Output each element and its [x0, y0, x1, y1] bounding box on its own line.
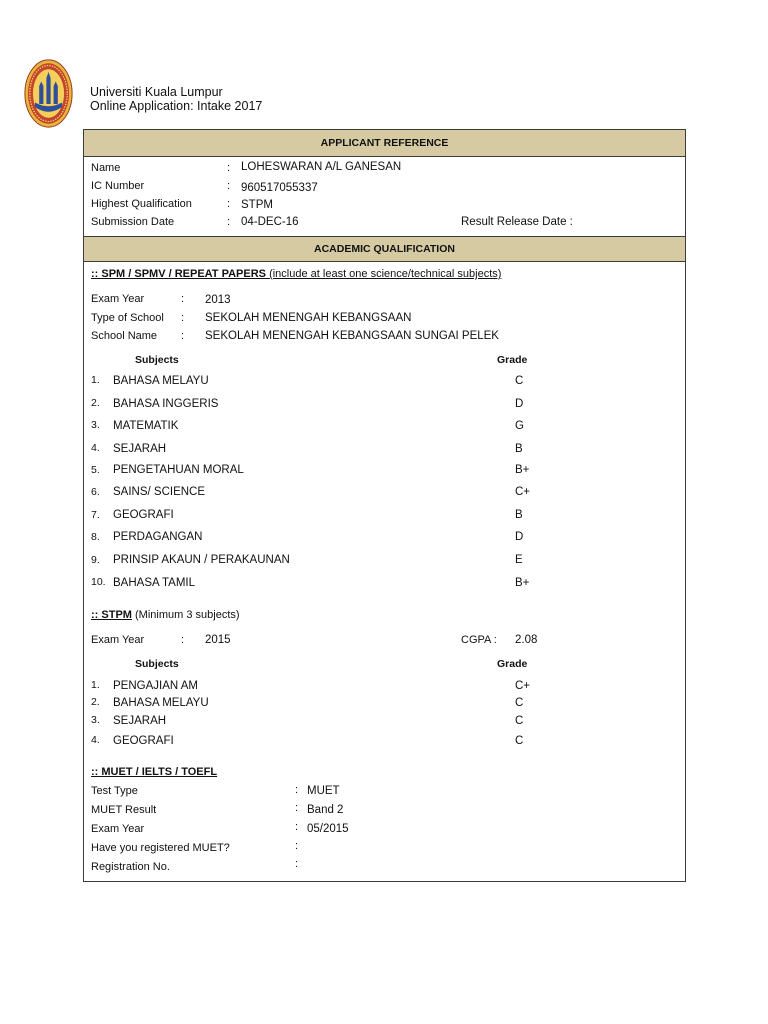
subject-number: 2. [91, 397, 100, 409]
stpm-heading-note: (Minimum 3 subjects) [135, 609, 240, 621]
application-summary-form [83, 129, 686, 882]
registration-no-row [84, 860, 685, 874]
spm-heading-note: (include at least one science/technical subjects) [269, 268, 502, 280]
university-seal-icon [24, 59, 73, 128]
subject-name: PENGETAHUAN MORAL [113, 464, 244, 476]
subject-name: PRINSIP AKAUN / PERAKAUNAN [113, 554, 290, 566]
applicant-reference-header [84, 130, 685, 157]
field-separator: : [295, 840, 299, 852]
subject-grade: B+ [515, 577, 530, 589]
ic-number-row [84, 179, 685, 193]
spm-subject-row [84, 463, 685, 477]
subject-number: 3. [91, 419, 100, 431]
subjects-column-header: Subjects [135, 658, 179, 670]
field-separator: : [181, 312, 185, 324]
name-label: Name [91, 162, 121, 174]
stpm-exam-year-row [84, 633, 685, 647]
test-type-row [84, 784, 685, 798]
stpm-subject-row [84, 696, 685, 710]
subject-grade: C [515, 375, 524, 387]
spm-exam-year-label: Exam Year [91, 293, 145, 305]
spm-subject-row [84, 553, 685, 567]
school-name-row [84, 329, 685, 343]
submission-date-label: Submission Date [91, 216, 175, 228]
subject-grade: C [515, 735, 524, 747]
subject-grade: D [515, 531, 524, 543]
muet-result-value: Band 2 [307, 804, 344, 816]
subject-name: MATEMATIK [113, 420, 179, 432]
field-separator: : [295, 858, 299, 870]
highest-qualification-row [84, 197, 685, 211]
submission-date-value: 04-DEC-16 [241, 216, 299, 228]
field-separator: : [181, 634, 185, 646]
subject-grade: C [515, 697, 524, 709]
spm-heading-title: :: SPM / SPMV / REPEAT PAPERS [91, 268, 267, 280]
subject-name: BAHASA TAMIL [113, 577, 196, 589]
subject-number: 4. [91, 442, 100, 454]
name-row [84, 161, 685, 175]
subject-grade: B [515, 443, 523, 455]
subject-grade: C+ [515, 680, 531, 692]
spm-column-headers [84, 353, 685, 367]
spm-subject-row [84, 576, 685, 590]
highest-qualification-label: Highest Qualification [91, 198, 192, 210]
grade-column-header: Grade [497, 354, 528, 366]
ic-number-label: IC Number [91, 180, 145, 192]
field-separator: : [227, 198, 231, 210]
applicant-reference-title: APPLICANT REFERENCE [320, 137, 449, 149]
subject-number: 1. [91, 374, 100, 386]
university-logo [24, 59, 73, 128]
school-type-row [84, 311, 685, 325]
subject-number: 1. [91, 679, 100, 691]
stpm-subject-row [84, 714, 685, 728]
submission-date-row [84, 215, 685, 229]
english-test-heading-text [91, 765, 217, 779]
subject-grade: C [515, 715, 524, 727]
english-test-section-heading [84, 765, 685, 779]
subject-name: SEJARAH [113, 715, 167, 727]
stpm-heading-text [91, 608, 240, 622]
school-type-value: SEKOLAH MENENGAH KEBANGSAAN [205, 312, 412, 324]
muet-result-label: MUET Result [91, 804, 157, 816]
registration-no-label: Registration No. [91, 861, 170, 873]
school-type-label: Type of School [91, 312, 164, 324]
spm-subject-row [84, 442, 685, 456]
field-separator: : [181, 293, 185, 305]
muet-result-row [84, 803, 685, 817]
spm-subject-row [84, 530, 685, 544]
muet-exam-year-row [84, 822, 685, 836]
subject-number: 8. [91, 531, 100, 543]
muet-exam-year-label: Exam Year [91, 823, 145, 835]
highest-qualification-value: STPM [241, 199, 273, 211]
subject-number: 5. [91, 464, 100, 476]
test-type-label: Test Type [91, 785, 138, 797]
spm-subject-row [84, 485, 685, 499]
field-separator: : [227, 180, 231, 192]
field-separator: : [181, 330, 185, 342]
subject-grade: B+ [515, 464, 530, 476]
spm-exam-year-value: 2013 [205, 294, 231, 306]
stpm-section-heading [84, 608, 685, 622]
subject-name: BAHASA MELAYU [113, 375, 209, 387]
subject-grade: D [515, 398, 524, 410]
stpm-subject-row [84, 734, 685, 748]
ic-number-value: 960517055337 [241, 182, 318, 194]
subject-grade: C+ [515, 486, 531, 498]
spm-subject-row [84, 419, 685, 433]
subject-grade: B [515, 509, 523, 521]
english-test-heading-title: :: MUET / IELTS / TOEFL [91, 766, 218, 778]
institution-name: Universiti Kuala Lumpur [90, 85, 223, 99]
spm-subject-row [84, 508, 685, 522]
subject-number: 4. [91, 734, 100, 746]
stpm-heading-title: :: STPM [91, 609, 132, 621]
subject-name: BAHASA INGGERIS [113, 398, 219, 410]
subject-grade: E [515, 554, 523, 566]
test-type-value: MUET [307, 785, 340, 797]
subject-number: 10. [91, 576, 106, 588]
field-separator: : [295, 784, 299, 796]
subject-name: PERDAGANGAN [113, 531, 203, 543]
field-separator: : [227, 162, 231, 174]
field-separator: : [295, 802, 299, 814]
subject-name: PENGAJIAN AM [113, 680, 198, 692]
grade-column-header: Grade [497, 658, 528, 670]
subject-number: 9. [91, 554, 100, 566]
stpm-exam-year-value: 2015 [205, 634, 231, 646]
school-name-value: SEKOLAH MENENGAH KEBANGSAAN SUNGAI PELEK [205, 330, 499, 342]
subject-number: 2. [91, 696, 100, 708]
subject-number: 7. [91, 509, 100, 521]
registered-muet-label: Have you registered MUET? [91, 842, 230, 854]
academic-qualification-title: ACADEMIC QUALIFICATION [314, 243, 455, 255]
subject-number: 6. [91, 486, 100, 498]
stpm-subject-row [84, 679, 685, 693]
muet-exam-year-value: 05/2015 [307, 823, 349, 835]
school-name-label: School Name [91, 330, 158, 342]
cgpa-label: CGPA : [461, 634, 497, 646]
cgpa-value: 2.08 [515, 634, 538, 646]
stpm-exam-year-label: Exam Year [91, 634, 145, 646]
subject-name: SAINS/ SCIENCE [113, 486, 206, 498]
subject-name: BAHASA MELAYU [113, 697, 209, 709]
field-separator: : [227, 216, 231, 228]
spm-subject-row [84, 374, 685, 388]
subject-number: 3. [91, 714, 100, 726]
field-separator: : [295, 821, 299, 833]
name-value: LOHESWARAN A/L GANESAN [241, 161, 402, 173]
spm-heading-text [91, 267, 501, 281]
application-intake-title: Online Application: Intake 2017 [90, 99, 263, 113]
registered-muet-row [84, 841, 685, 855]
subjects-column-header: Subjects [135, 354, 179, 366]
result-release-date-label: Result Release Date : [461, 216, 573, 228]
spm-subject-row [84, 397, 685, 411]
spm-section-heading [84, 267, 685, 281]
academic-qualification-header [84, 236, 685, 262]
subject-name: GEOGRAFI [113, 509, 174, 521]
subject-grade: G [515, 420, 524, 432]
subject-name: SEJARAH [113, 443, 167, 455]
subject-name: GEOGRAFI [113, 735, 174, 747]
spm-exam-year-row [84, 292, 685, 306]
stpm-column-headers [84, 657, 685, 671]
